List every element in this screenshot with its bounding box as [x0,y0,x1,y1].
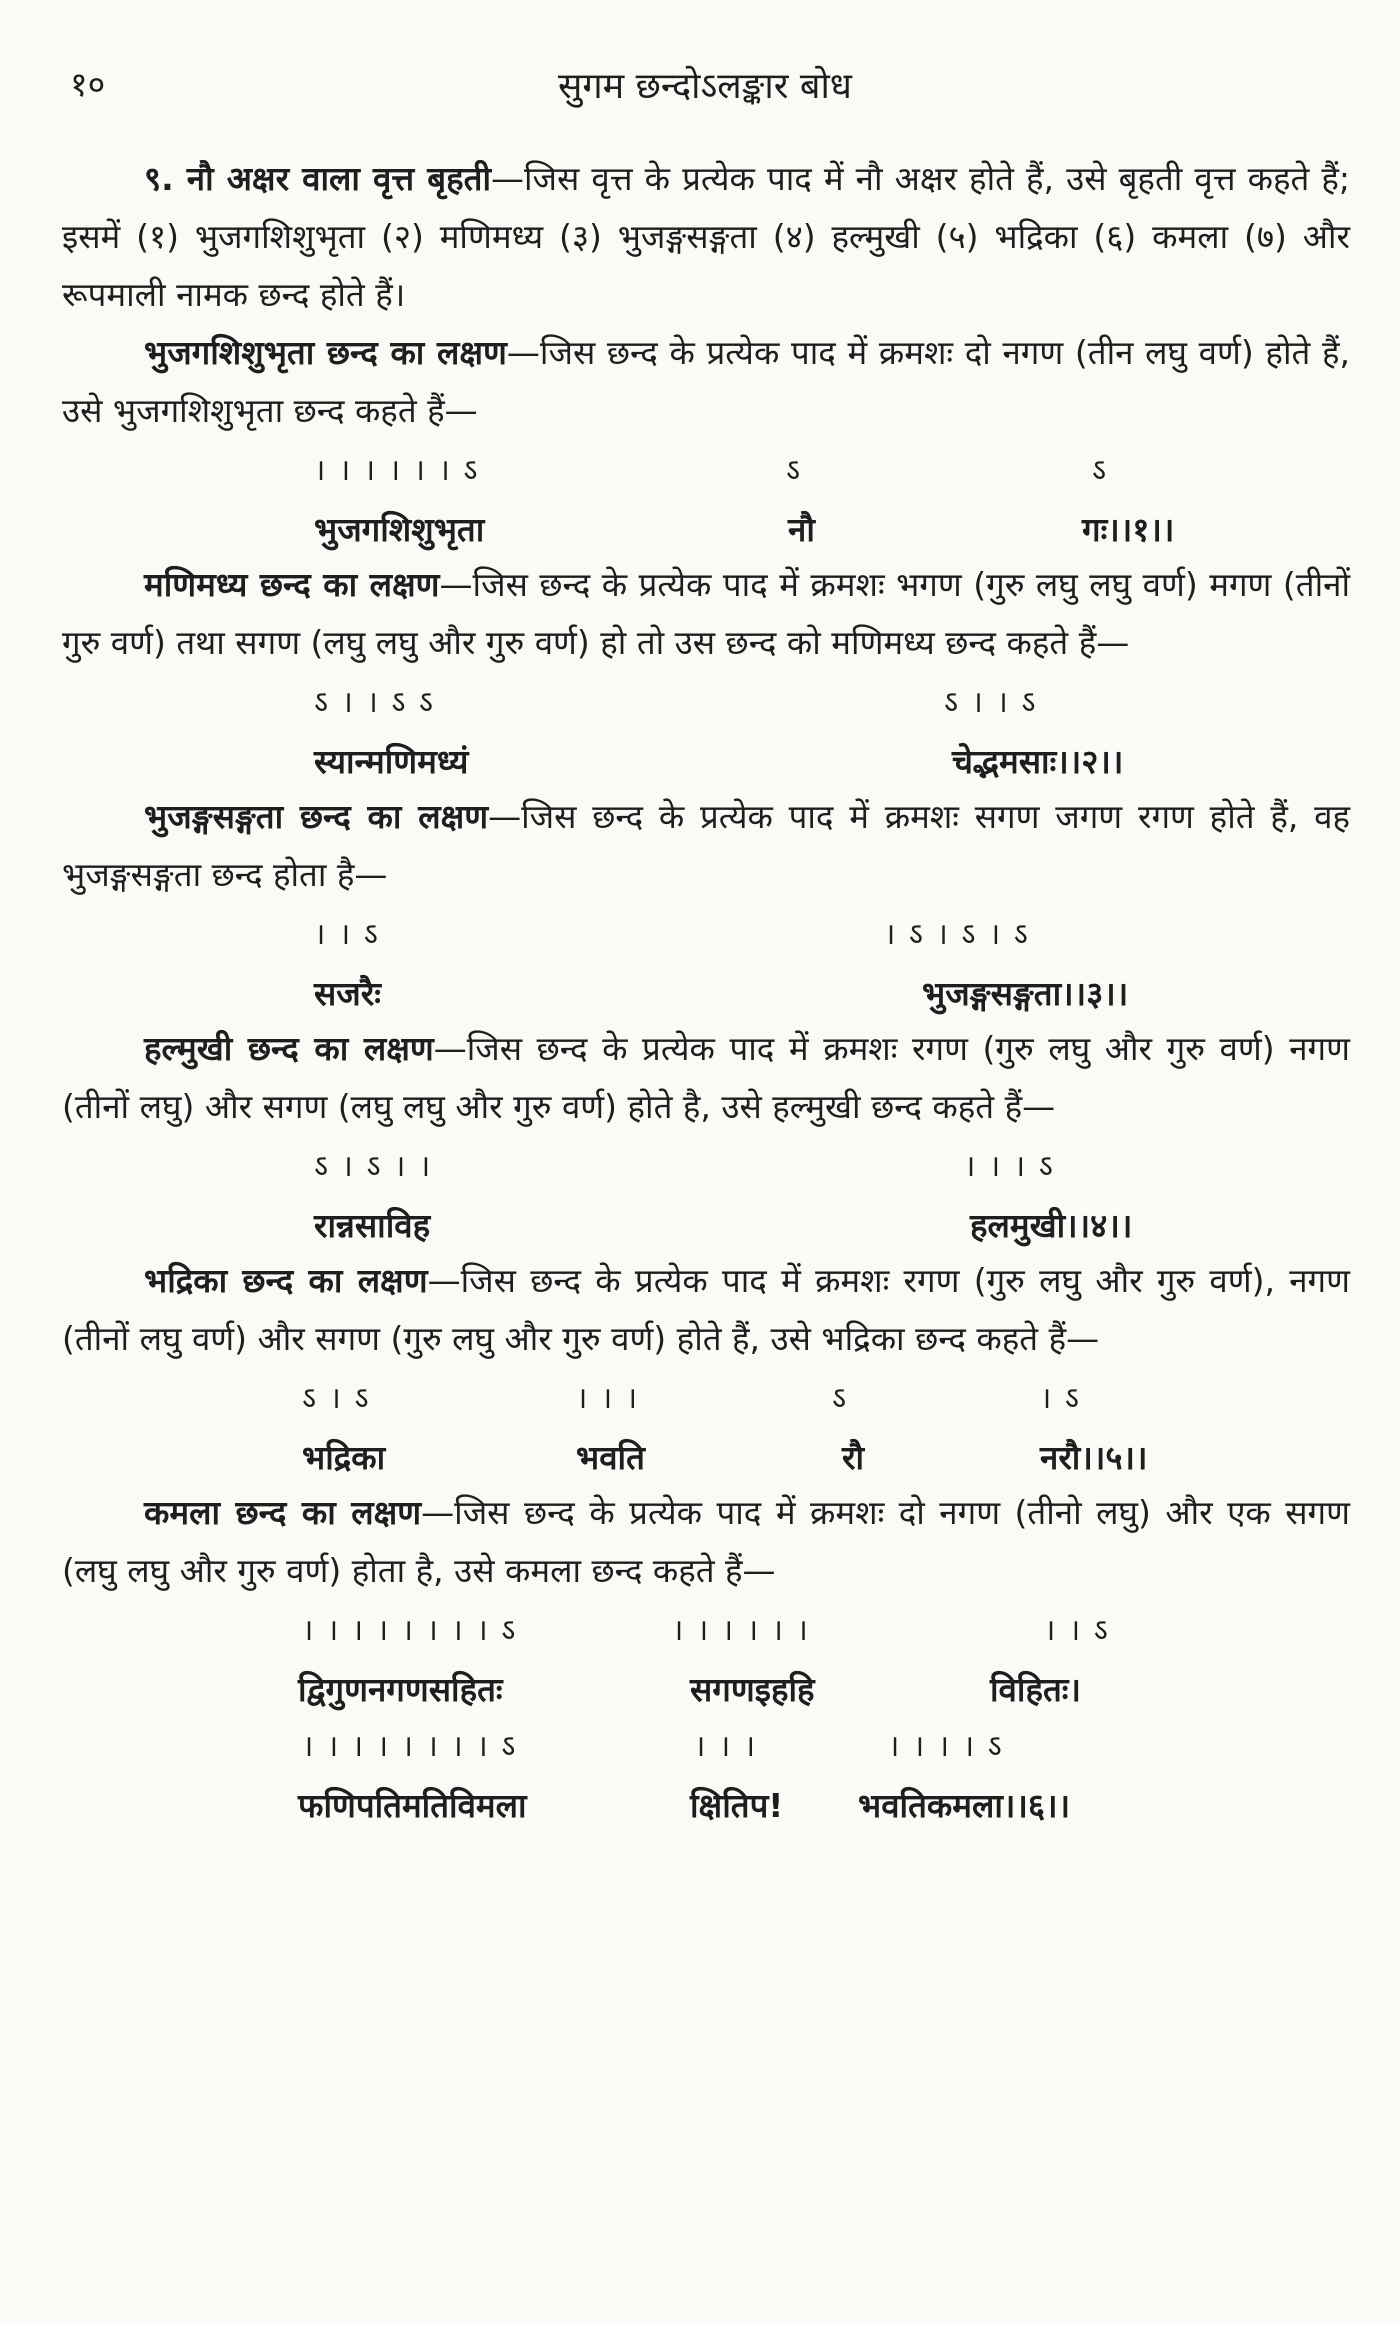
verse-word: रौ [842,1438,865,1477]
meter-row [62,904,1350,962]
meter-marks: । । । । । । । । ऽ [302,1613,518,1648]
meter-marks: । ऽ [1040,1381,1081,1416]
bhujagashishubhrita-example [62,440,1350,556]
bhadrika-paragraph [62,1252,1350,1368]
bhadrika-example [62,1368,1350,1484]
bhujagashishubhrita-paragraph [62,324,1350,440]
meter-marks: ऽ [786,453,803,488]
verse-word: फणिपतिमतिविमला [298,1786,527,1825]
verse-word: स्यान्मणिमध्यं [314,742,469,781]
manimadhya-paragraph [62,556,1350,672]
verse-word: सजरैः [314,974,381,1013]
page-header [70,60,1340,120]
meter-row [62,1136,1350,1194]
verse-word: नरौ।।५।। [1040,1438,1148,1477]
page-number: १० [70,65,106,105]
verse-word: द्विगुणनगणसहितः [298,1670,503,1709]
verse-word: चेद्भमसाः।।२।। [952,742,1124,781]
meter-marks: ऽ [1092,453,1109,488]
meter-marks: । । । । ऽ [888,1729,1004,1764]
verse-row [62,498,1350,556]
page-body [62,150,1350,1832]
meter-marks: । । । । । । [672,1613,810,1648]
verse-word: गः।।१।। [1082,510,1175,549]
kamala-paragraph [62,1484,1350,1600]
running-title: सुगम छन्दोऽलङ्कार बोध [558,66,852,107]
section-text: —जिस छन्द के प्रत्येक पाद में क्रमशः रगण (गुरु लघु और गुरु वर्ण), नगण (तीनों लघु वर्ण) और सगण (गुरु लघु और गुरु वर्ण) होते हैं, उसे भद्रिका छन्द कहते हैं— [62,1261,1350,1358]
intro-paragraph [62,150,1350,324]
verse-word: भद्रिका [302,1438,386,1477]
halmukhi-example [62,1136,1350,1252]
meter-marks: । । । [694,1729,758,1764]
manimadhya-example [62,672,1350,788]
section-text: —जिस वृत्त के प्रत्येक पाद में नौ अक्षर होते हैं, उसे बृहती वृत्त कहते हैं; इसमें (१) भुजगशिशुभृता (२) मणिमध्य (३) भुजङ्गसङ्गता (४) हल्मुखी (५) भद्रिका (६) कमला (७) और रूपमाली नामक छन्द होते हैं। [62,159,1351,314]
meter-row [62,1368,1350,1426]
section-heading: भद्रिका छन्द का लक्षण [144,1261,428,1300]
verse-word: भुजगशिशुभृता [314,510,485,549]
section-text: —जिस छन्द के प्रत्येक पाद में क्रमशः सगण जगण रगण होते हैं, वह भुजङ्गसङ्गता छन्द होता है— [62,797,1350,894]
section-heading: मणिमध्य छन्द का लक्षण [144,565,440,604]
verse-row [62,1426,1350,1484]
meter-marks: ऽ । ऽ । । [314,1149,433,1184]
meter-marks: । । । ऽ [964,1149,1055,1184]
bhujangasangata-paragraph [62,788,1350,904]
meter-marks: ऽ । ऽ [302,1381,371,1416]
verse-word: रान्नसाविह [314,1206,431,1245]
section-heading: भुजगशिशुभृता छन्द का लक्षण [144,333,507,372]
meter-row [62,440,1350,498]
verse-word: विहितः। [990,1670,1081,1709]
meter-marks: । । ऽ [1044,1613,1110,1648]
section-text: —जिस छन्द के प्रत्येक पाद में क्रमशः रगण (गुरु लघु और गुरु वर्ण) नगण (तीनों लघु) और सगण (लघु लघु और गुरु वर्ण) होते है, उसे हल्मुखी छन्द कहते हैं— [62,1029,1350,1126]
verse-row [62,730,1350,788]
section-text: —जिस छन्द के प्रत्येक पाद में क्रमशः भगण (गुरु लघु लघु वर्ण) मगण (तीनों गुरु वर्ण) तथा सगण (लघु लघु और गुरु वर्ण) हो तो उस छन्द को मणिमध्य छन्द कहते हैं— [62,565,1350,662]
verse-word: सगणइहहि [690,1670,815,1709]
section-heading: भुजङ्गसङ्गता छन्द का लक्षण [144,797,489,836]
verse-word: भुजङ्गसङ्गता।।३।। [922,974,1129,1013]
meter-row [62,1600,1350,1658]
meter-marks: ऽ [832,1381,849,1416]
meter-marks: । । ऽ [314,917,380,952]
meter-row [62,1716,1350,1774]
verse-row [62,1194,1350,1252]
halmukhi-paragraph [62,1020,1350,1136]
section-heading: हल्मुखी छन्द का लक्षण [144,1029,434,1068]
verse-row [62,1658,1350,1716]
meter-marks: ऽ । । ऽ [944,685,1038,720]
verse-word: भवति [576,1438,645,1477]
section-heading: ९. नौ अक्षर वाला वृत्त बृहती [144,159,491,198]
kamala-example [62,1600,1350,1832]
verse-row [62,962,1350,1020]
meter-marks: । । । [576,1381,640,1416]
meter-marks: ऽ । । ऽ ऽ [314,685,435,720]
meter-row [62,672,1350,730]
verse-word: भवतिकमला।।६।। [858,1786,1071,1825]
section-heading: कमला छन्द का लक्षण [144,1493,422,1532]
meter-marks: । ऽ । ऽ । ऽ [884,917,1030,952]
verse-word: हलमुखी।।४।। [970,1206,1133,1245]
verse-row [62,1774,1350,1832]
verse-word: नौ [788,510,815,549]
section-text: —जिस छन्द के प्रत्येक पाद में क्रमशः दो नगण (तीन लघु वर्ण) होते हैं, उसे भुजगशिशुभृता छन्द कहते हैं— [62,333,1350,430]
meter-marks: । । । । । । ऽ [314,453,480,488]
bhujangasangata-example [62,904,1350,1020]
section-text: —जिस छन्द के प्रत्येक पाद में क्रमशः दो नगण (तीनो लघु) और एक सगण (लघु लघु और गुरु वर्ण) होता है, उसे कमला छन्द कहते हैं— [62,1493,1350,1590]
verse-word: क्षितिप! [690,1786,784,1825]
meter-marks: । । । । । । । । ऽ [302,1729,518,1764]
